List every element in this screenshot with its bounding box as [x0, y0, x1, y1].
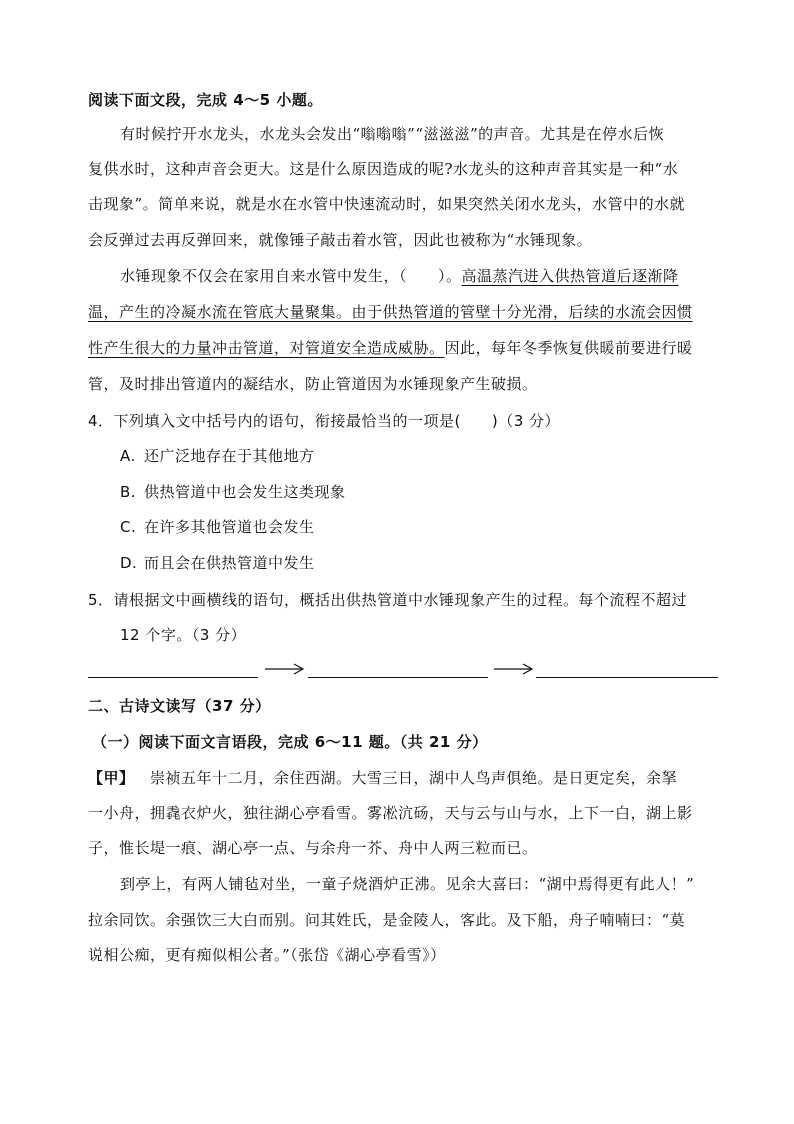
classical-text-line4: 到亭上，有两人铺毡对坐，一童子烧酒炉正沸。见余大喜曰：“湖中焉得更有此人！”: [120, 875, 695, 893]
passage-p1-line4: 会反弹过去再反弹回来，就像锤子敲击着水管，因此也被称为“水锤现象。: [88, 231, 593, 249]
underlined-sentence-part2: 温，产生的冷凝水流在管底大量聚集。由于供热管道的管壁十分光滑，后续的水流会因惯: [88, 303, 693, 321]
q4-option-d-text: 而且会在供热管道中发生: [144, 554, 315, 572]
q4-option-b: [120, 482, 752, 502]
passage-p2-line3: [88, 338, 720, 358]
q4-option-c-text: 在许多其他管道也会发生: [144, 518, 315, 536]
answer-blank-1[interactable]: [88, 677, 258, 678]
passage-p2-line1: [120, 266, 752, 286]
q4-option-b-letter: B.: [120, 483, 137, 501]
q4-option-d-letter: D.: [120, 554, 138, 572]
q4-option-d: [120, 553, 752, 573]
q4-option-a-letter: A.: [120, 447, 136, 465]
passage-p1-line2: 复供水时，这种声音会更大。这是什么原因造成的呢?水龙头的这种声音其实是一种“水: [88, 160, 679, 178]
underlined-sentence-part3: 性产生很大的力量冲击管道，对管道安全造成威胁。: [88, 339, 445, 357]
classical-text-line5: 拉余同饮。余强饮三大白而别。问其姓氏，是金陵人，客此。及下船，舟子喃喃曰：“莫: [88, 911, 686, 929]
q4-option-b-text: 供热管道中也会发生这类现象: [144, 483, 346, 501]
question-5-stem-line2: 12 个字。（3 分）: [120, 626, 247, 644]
classical-line1-text: 崇祯五年十二月，余住西湖。大雪三日，湖中人鸟声俱绝。是日更定矣，余拏: [150, 769, 678, 787]
text-label-jia: 【甲】: [88, 769, 135, 787]
question-5-stem-line1: 5．请根据文中画横线的语句，概括出供热管道中水锤现象产生的过程。每个流程不超过: [88, 591, 688, 609]
answer-blank-3[interactable]: [536, 677, 718, 678]
answer-blank-2[interactable]: [308, 677, 488, 678]
classical-text-line1: [88, 768, 720, 788]
passage-p2-line3-text: 因此，每年冬季恢复供暖前要进行暖: [444, 339, 693, 357]
classical-text-line6: 说相公痴，更有痴似相公者。”（张岱《湖心亭看雪》）: [88, 946, 446, 964]
passage-p1-line1: 有时候拧开水龙头，水龙头会发出“嗡嗡嗡”“滋滋滋”的声音。尤其是在停水后恢: [120, 125, 665, 143]
passage-p2-line1-text: 水锤现象不仅会在家用自来水管中发生，（ ）。: [120, 267, 462, 285]
q4-option-c: [120, 517, 752, 537]
reading-intro: 阅读下面文段，完成 4～5 小题。: [88, 91, 323, 109]
q4-option-a: [120, 446, 752, 466]
flow-arrow-icon-2: [493, 660, 535, 676]
classical-text-line2: 一小舟，拥毳衣炉火，独往湖心亭看雪。雾凇沆砀，天与云与山与水，上下一白，湖上影: [88, 804, 693, 822]
section-2-heading: 二、古诗文读写（37 分）: [88, 697, 271, 715]
passage-p2-line4: 管，及时排出管道内的凝结水，防止管道因为水锤现象产生破损。: [88, 375, 538, 393]
q4-option-a-text: 还广泛地存在于其他地方: [144, 447, 315, 465]
question-4-stem: 4．下列填入文中括号内的语句，衔接最恰当的一项是( )（3 分）: [88, 412, 561, 430]
passage-p2-line2: [88, 302, 720, 322]
classical-text-line3: 子，惟长堤一痕、湖心亭一点、与余舟一芥、舟中人两三粒而已。: [88, 839, 538, 857]
underlined-sentence-part1: 高温蒸汽进入供热管道后逐渐降: [461, 267, 679, 285]
q4-option-c-letter: C.: [120, 518, 137, 536]
passage-p1-line3: 击现象”。简单来说，就是水在水管中快速流动时，如果突然关闭水龙头，水管中的水就: [88, 195, 686, 213]
flow-arrow-icon-1: [264, 660, 306, 676]
section-2-subheading: （一）阅读下面文言语段，完成 6～11 题。（共 21 分）: [92, 733, 488, 751]
